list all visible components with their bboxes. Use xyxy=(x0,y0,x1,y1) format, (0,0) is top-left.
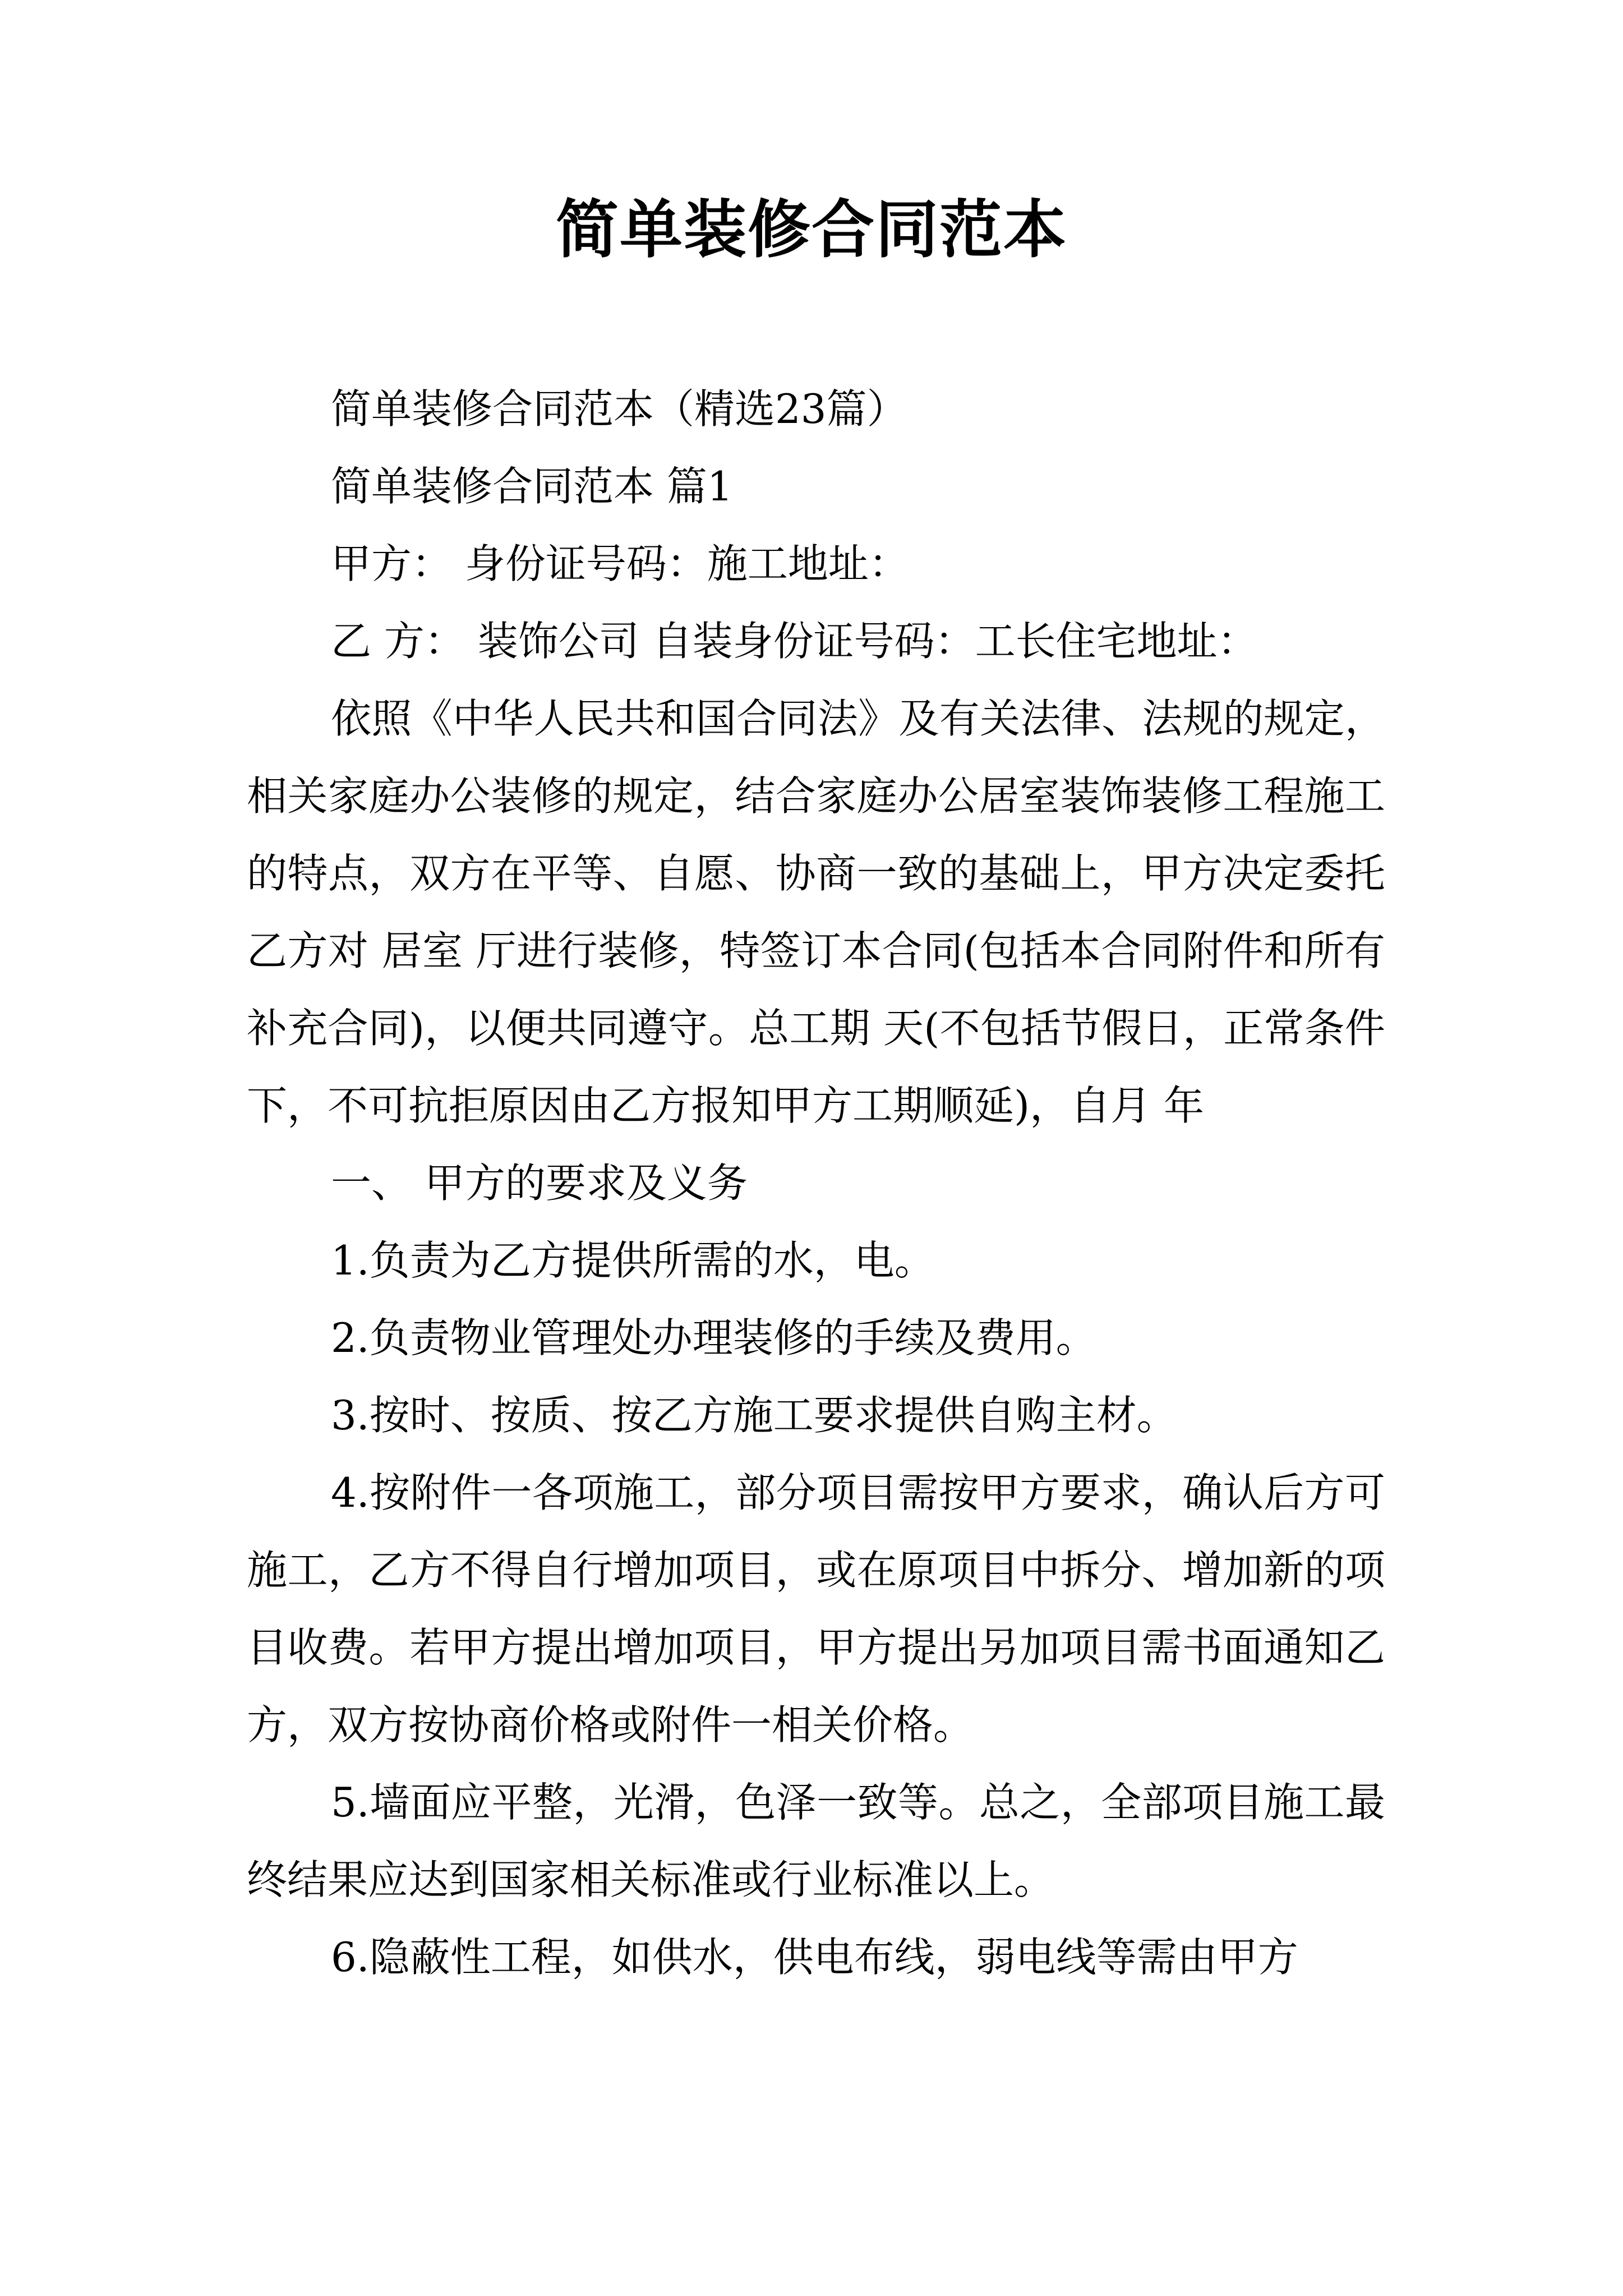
paragraph-party-a: 甲方： 身份证号码：施工地址： xyxy=(331,540,909,587)
paragraph-subtitle: 简单装修合同范本（精选23篇） xyxy=(331,385,907,432)
paragraph-item-1: 1.负责为乙方提供所需的水，电。 xyxy=(331,1237,935,1284)
paragraph-item-4: 4.按附件一各项施工，部分项目需按甲方要求，确认后方可施工，乙方不得自行增加项目，或在原项目中拆分、增加新的项目收费。若甲方提出增加项目，甲方提出另加项目需书面通知乙方，双方按协商价格或附件一相关价格。 xyxy=(247,1469,1385,1749)
paragraph-item-2: 2.负责物业管理处办理装修的手续及费用。 xyxy=(331,1314,1096,1361)
paragraph-item-6: 6.隐蔽性工程，如供水，供电布线，弱电线等需由甲方 xyxy=(331,1934,1298,1981)
document-body xyxy=(247,370,1385,1996)
paragraph-section-heading: 简单装修合同范本 篇1 xyxy=(331,463,733,510)
paragraph-item-3: 3.按时、按质、按乙方施工要求提供自购主材。 xyxy=(331,1392,1177,1439)
document-title: 简单装修合同范本 xyxy=(556,193,1067,266)
paragraph-party-b: 乙 方： 装饰公司 自装身份证号码：工长住宅地址： xyxy=(331,618,1258,665)
paragraph-preamble: 依照《中华人民共和国合同法》及有关法律、法规的规定，相关家庭办公装修的规定，结合家庭办公居室装饰装修工程施工的特点，双方在平等、自愿、协商一致的基础上，甲方决定委托乙方对 居室 厅进行装修，特签订本合同(包括本合同附件和所有补充合同)，以便共同遵守。总工期 天(不包括节假日，正常条件下，不可抗拒原因由乙方报知甲方工期顺延)，自月 年 xyxy=(247,695,1385,1129)
paragraph-item-5: 5.墙面应平整，光滑，色泽一致等。总之，全部项目施工最终结果应达到国家相关标准或行业标准以上。 xyxy=(247,1779,1385,1903)
paragraph-clause-heading: 一、 甲方的要求及义务 xyxy=(331,1159,748,1207)
